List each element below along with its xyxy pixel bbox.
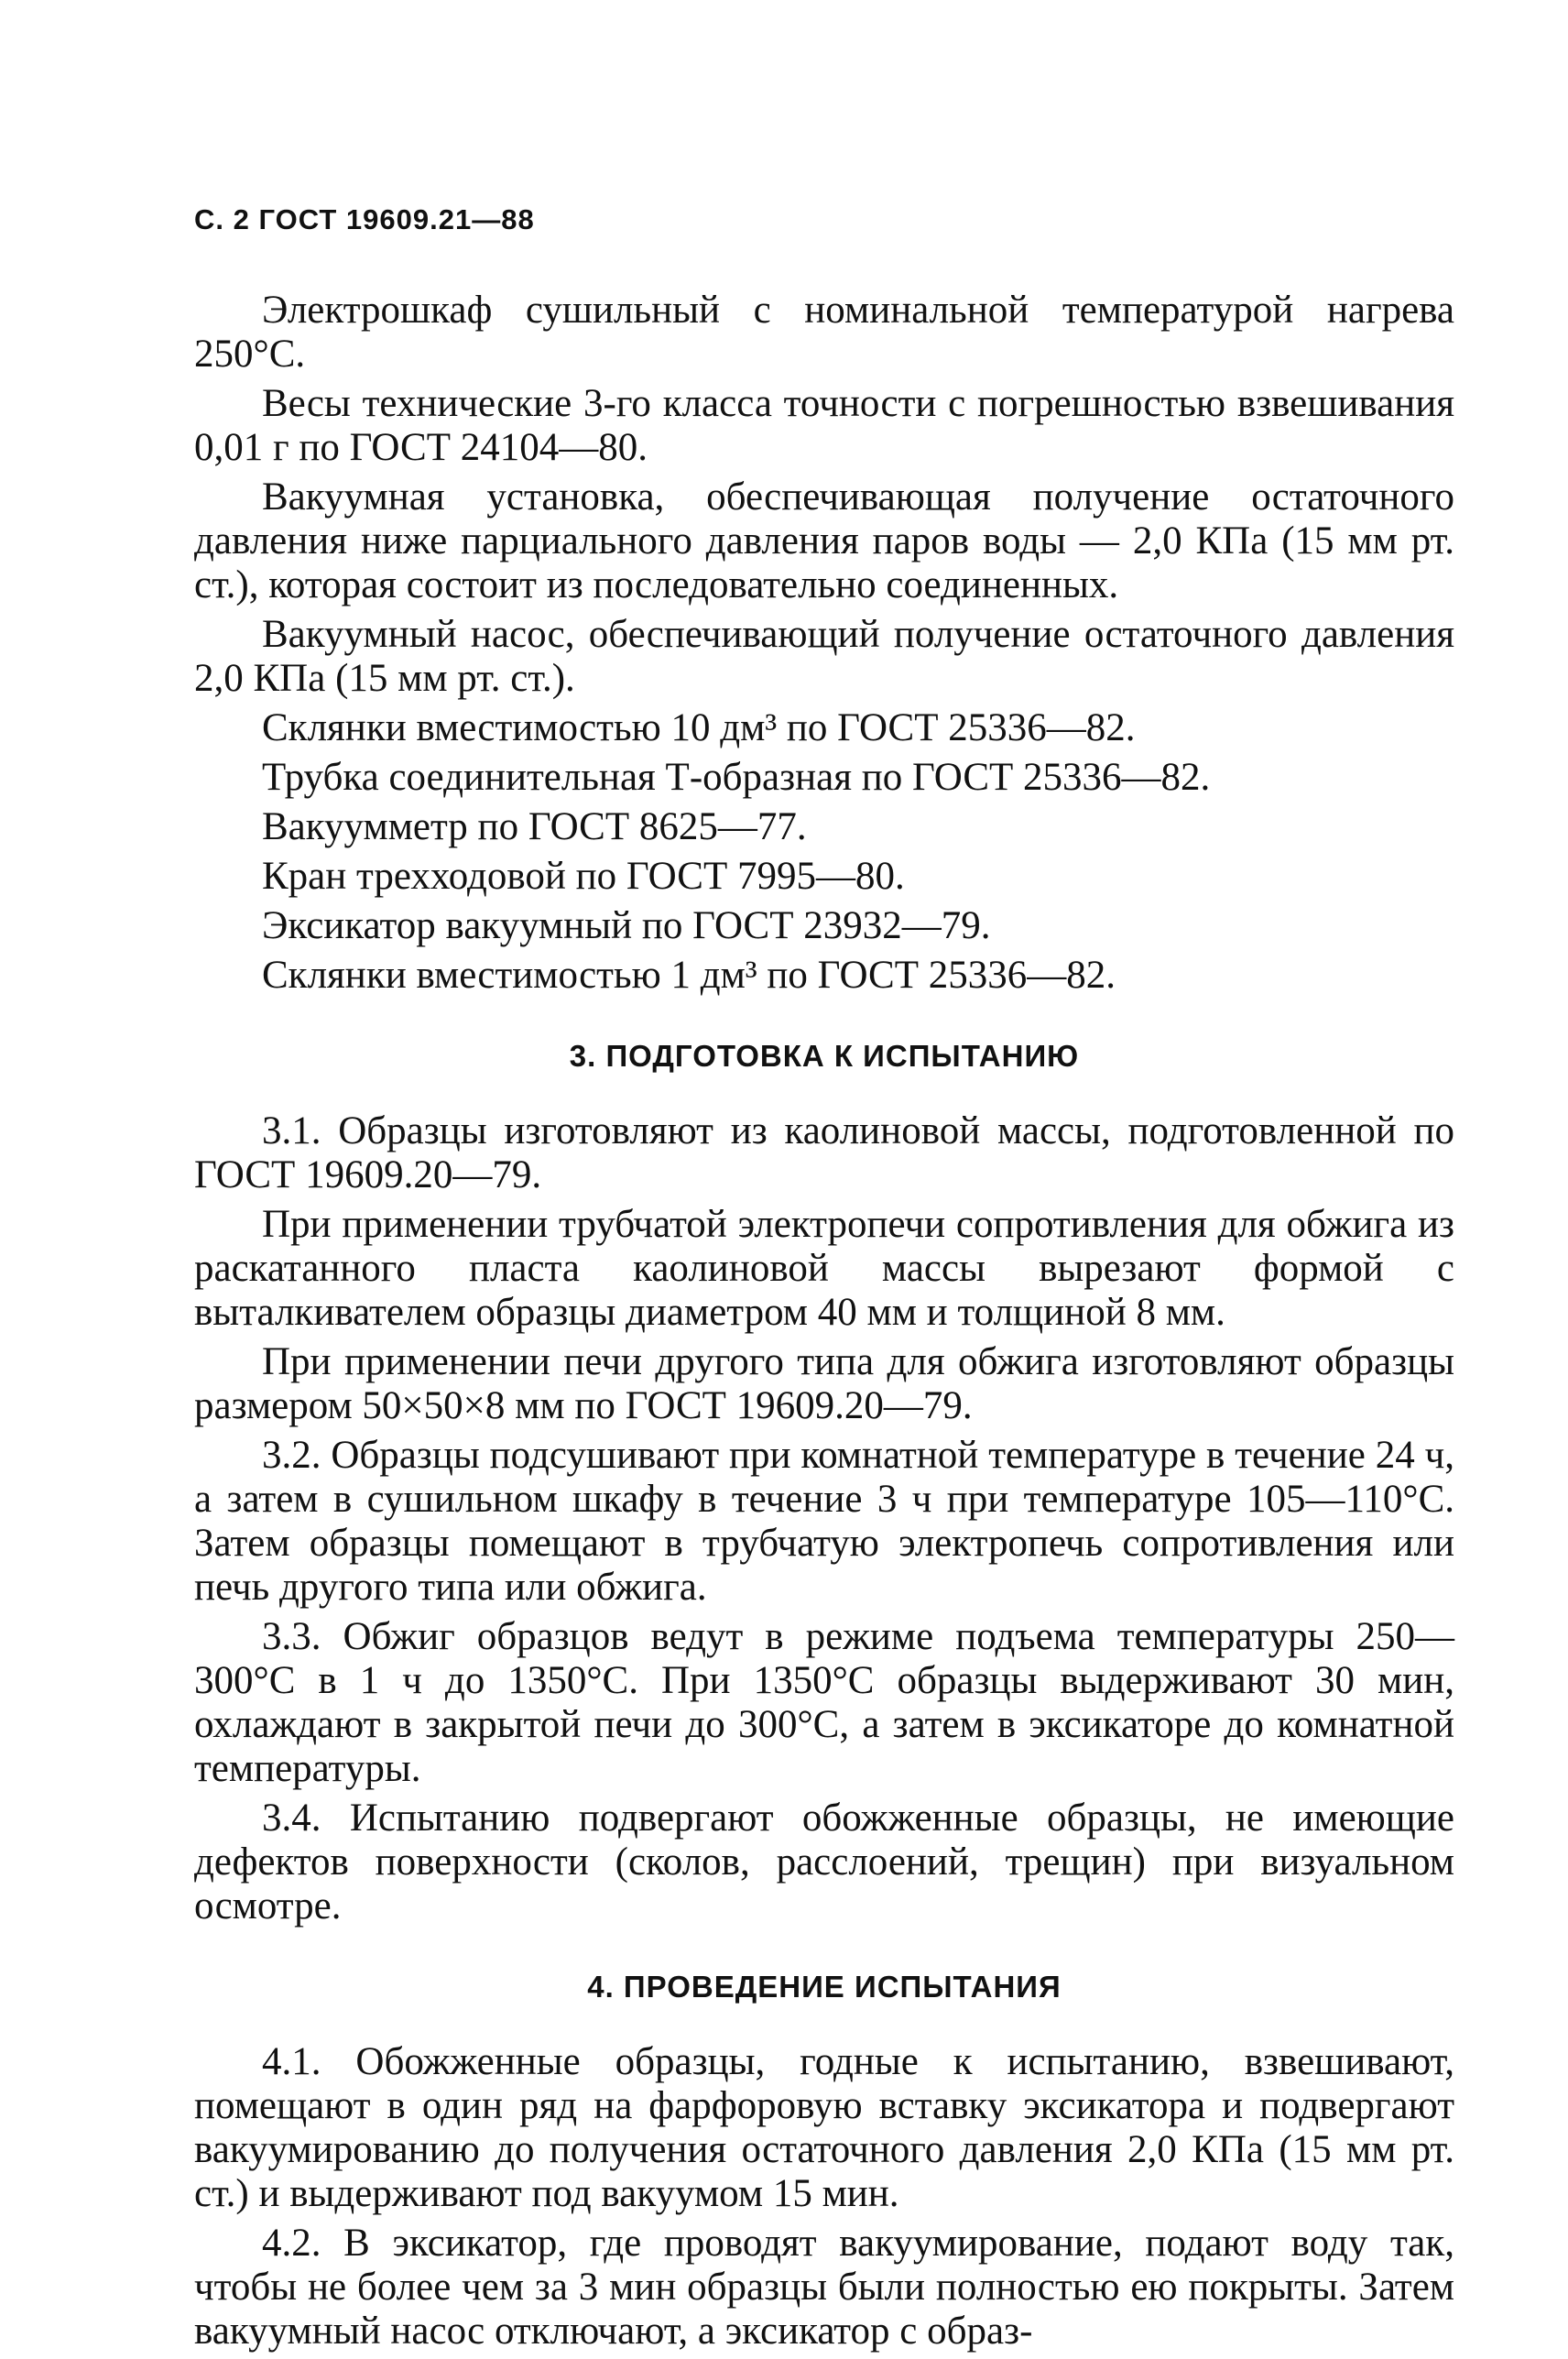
section-3-body [194,1109,1454,1928]
equipment-item: Склянки вместимостью 1 дм³ по ГОСТ 25336—82. [262,954,1116,997]
equipment-item: Вакуумный насос, обеспечивающий получение остаточного давления 2,0 КПа (15 мм рт. ст.). [194,613,1454,700]
section-3-heading: 3. ПОДГОТОВКА К ИСПЫТАНИЮ [569,1039,1080,1073]
section-3-paragraph: 3.1. Образцы изготовляют из каолиновой массы, подготовленной по ГОСТ 19609.20—79. [194,1109,1454,1196]
equipment-item: Эксикатор вакуумный по ГОСТ 23932—79. [262,904,991,947]
equipment-item: Электрошкаф сушильный с номинальной температурой нагрева 250°С. [194,289,1454,376]
equipment-item: Склянки вместимостью 10 дм³ по ГОСТ 25336—82. [262,706,1136,749]
equipment-item: Кран трехходовой по ГОСТ 7995—80. [262,855,905,898]
page-header: С. 2 ГОСТ 19609.21—88 [194,203,535,235]
section-3-paragraph: 3.4. Испытанию подвергают обожженные образцы, не имеющие дефектов поверхности (сколов, расслоений, трещин) при визуальном осмотре. [194,1797,1454,1928]
section-3-paragraph: 3.2. Образцы подсушивают при комнатной температуре в течение 24 ч, а затем в сушильном шкафу в течение 3 ч при температуре 105—110°С. Затем образцы помещают в трубчатую электропечь сопротивления или печь другого типа или обжига. [194,1434,1454,1609]
section-4-paragraph: 4.2. В эксикатор, где проводят вакуумирование, подают воду так, чтобы не более чем за 3 мин образцы были полностью ею покрыты. Затем вакуумный насос отключают, а эксикатор с образ- [194,2222,1454,2353]
equipment-item: Трубка соединительная Т-образная по ГОСТ 25336—82. [262,756,1211,799]
section-4-heading: 4. ПРОВЕДЕНИЕ ИСПЫТАНИЯ [587,1970,1062,2004]
section-3-paragraph: При применении трубчатой электропечи сопротивления для обжига из раскатанного пласта каолиновой массы вырезают формой с выталкивателем образцы диаметром 40 мм и толщиной 8 мм. [194,1203,1454,1334]
equipment-item: Весы технические 3-го класса точности с погрешностью взвешивания 0,01 г по ГОСТ 24104—80. [194,382,1454,469]
section-4-body [194,2040,1454,2354]
section-4-paragraph: 4.1. Обожженные образцы, годные к испытанию, взвешивают, помещают в один ряд на фарфоровую вставку эксикатора и подвергают вакуумированию до получения остаточного давления 2,0 КПа (15 мм рт. ст.) и выдерживают под вакуумом 15 мин. [194,2040,1454,2215]
equipment-item: Вакуумная установка, обеспечивающая получение остаточного давления ниже парциального давления паров воды — 2,0 КПа (15 мм рт. ст.), которая состоит из последовательно соединенных. [194,475,1454,606]
section-3-paragraph: 3.3. Обжиг образцов ведут в режиме подъема температуры 250—300°С в 1 ч до 1350°С. При 1350°С образцы выдерживают 30 мин, охлаждают в закрытой печи до 300°С, а затем в эксикаторе до комнатной температуры. [194,1615,1454,1790]
document-body [194,289,1454,2359]
equipment-item: Вакуумметр по ГОСТ 8625—77. [262,805,807,848]
equipment-list [194,289,1454,998]
section-3-paragraph: При применении печи другого типа для обжига изготовляют образцы размером 50×50×8 мм по ГОСТ 19609.20—79. [194,1340,1454,1427]
